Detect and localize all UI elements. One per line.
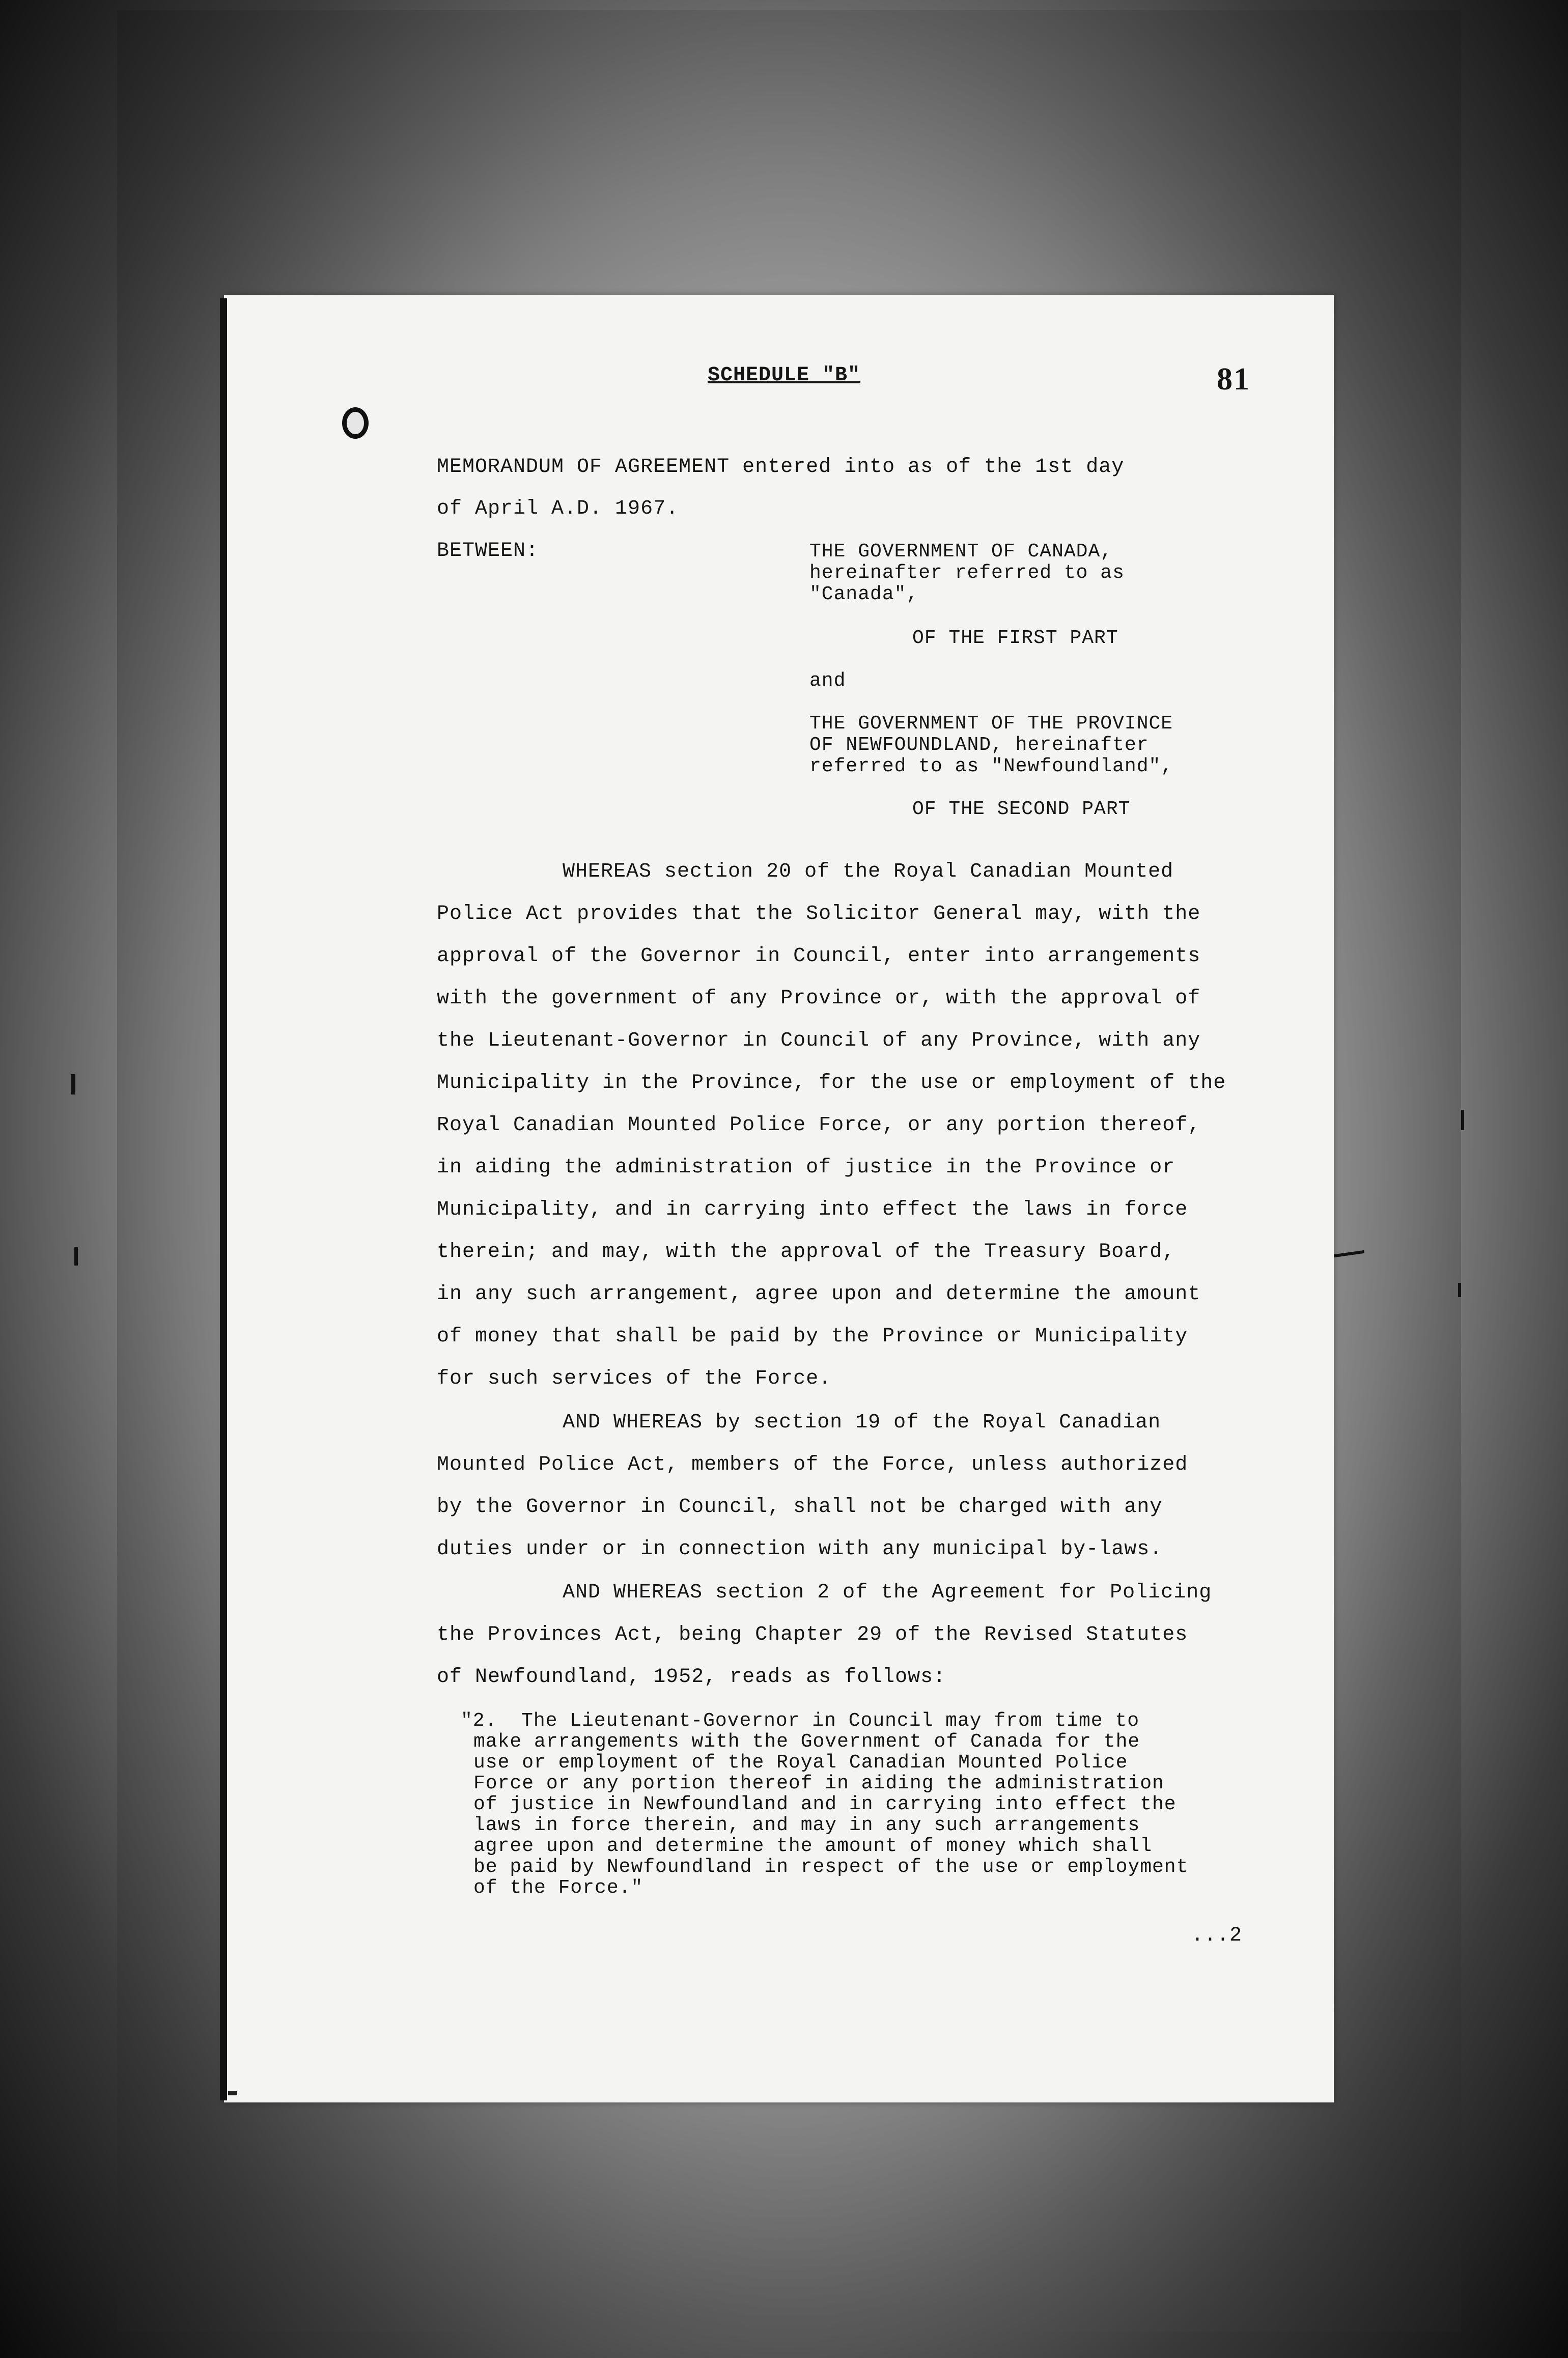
margin-mark-right-3 bbox=[1458, 1283, 1461, 1297]
whereas-1-line: WHEREAS section 20 of the Royal Canadian Mounted bbox=[563, 860, 1174, 883]
quotation-line: agree upon and determine the amount of money which shall bbox=[473, 1835, 1153, 1857]
whereas-1-line: Police Act provides that the Solicitor General may, with the bbox=[437, 903, 1201, 925]
whereas-2-line: AND WHEREAS by section 19 of the Royal Canadian bbox=[563, 1411, 1161, 1434]
punch-hole-icon bbox=[342, 407, 369, 439]
whereas-2-line: by the Governor in Council, shall not be charged with any bbox=[437, 1496, 1163, 1519]
quotation-line: be paid by Newfoundland in respect of the use or employment bbox=[473, 1856, 1189, 1878]
quotation-line: "2. The Lieutenant-Governor in Council may from time to bbox=[461, 1710, 1140, 1732]
whereas-1-line: for such services of the Force. bbox=[437, 1367, 832, 1390]
whereas-3-line: the Provinces Act, being Chapter 29 of the Revised Statutes bbox=[437, 1623, 1188, 1646]
second-party-line-2: OF NEWFOUNDLAND, hereinafter bbox=[809, 734, 1149, 756]
first-party-line-3: "Canada", bbox=[809, 583, 919, 605]
second-party-role: OF THE SECOND PART bbox=[912, 798, 1131, 820]
quotation-line: Force or any portion thereof in aiding the administration bbox=[473, 1773, 1164, 1794]
quotation-line: use or employment of the Royal Canadian Mounted Police bbox=[473, 1752, 1128, 1774]
whereas-1-line: with the government of any Province or, with the approval of bbox=[437, 987, 1201, 1010]
whereas-1-line: therein; and may, with the approval of the Treasury Board, bbox=[437, 1241, 1175, 1264]
whereas-2-line: duties under or in connection with any municipal by-laws. bbox=[437, 1538, 1163, 1561]
quotation-line: laws in force therein, and may in any such arrangements bbox=[473, 1814, 1140, 1836]
whereas-3-line: of Newfoundland, 1952, reads as follows: bbox=[437, 1666, 946, 1689]
whereas-1-line: in any such arrangement, agree upon and determine the amount bbox=[437, 1283, 1201, 1306]
between-label: BETWEEN: bbox=[437, 540, 539, 563]
whereas-1-line: Municipality, and in carrying into effect the laws in force bbox=[437, 1198, 1188, 1221]
memorandum-line-2: of April A.D. 1967. bbox=[437, 497, 679, 520]
first-party-line-2: hereinafter referred to as bbox=[809, 562, 1125, 584]
quotation-line: make arrangements with the Government of Canada for the bbox=[473, 1731, 1140, 1753]
margin-mark-right-1 bbox=[1461, 1110, 1464, 1130]
first-party-line-1: THE GOVERNMENT OF CANADA, bbox=[809, 541, 1113, 563]
page-left-edge bbox=[220, 298, 227, 2100]
page-number: 81 bbox=[1217, 362, 1250, 397]
memorandum-line-1: MEMORANDUM OF AGREEMENT entered into as of the 1st day bbox=[437, 456, 1125, 479]
second-party-line-1: THE GOVERNMENT OF THE PROVINCE bbox=[809, 713, 1173, 735]
schedule-heading: SCHEDULE "B" bbox=[708, 364, 861, 387]
whereas-3-line: AND WHEREAS section 2 of the Agreement for Policing bbox=[563, 1581, 1212, 1604]
first-party-role: OF THE FIRST PART bbox=[912, 627, 1118, 649]
whereas-1-line: the Lieutenant-Governor in Council of any Province, with any bbox=[437, 1029, 1201, 1052]
page-corner-mark bbox=[228, 2091, 237, 2095]
quotation-line: of justice in Newfoundland and in carrying into effect the bbox=[473, 1793, 1177, 1815]
whereas-1-line: approval of the Governor in Council, enter into arrangements bbox=[437, 945, 1201, 968]
whereas-1-line: in aiding the administration of justice in the Province or bbox=[437, 1156, 1175, 1179]
whereas-1-line: Municipality in the Province, for the use or employment of the bbox=[437, 1072, 1226, 1094]
whereas-2-line: Mounted Police Act, members of the Force, unless authorized bbox=[437, 1453, 1188, 1476]
whereas-1-line: of money that shall be paid by the Province or Municipality bbox=[437, 1325, 1188, 1348]
second-party-line-3: referred to as "Newfoundland", bbox=[809, 755, 1173, 777]
continuation-marker: ...2 bbox=[1191, 1924, 1243, 1947]
margin-mark-left-1 bbox=[71, 1074, 75, 1094]
quotation-line: of the Force." bbox=[473, 1877, 643, 1899]
margin-mark-left-2 bbox=[74, 1247, 78, 1266]
whereas-1-line: Royal Canadian Mounted Police Force, or any portion thereof, bbox=[437, 1114, 1201, 1137]
and-label: and bbox=[809, 670, 846, 692]
